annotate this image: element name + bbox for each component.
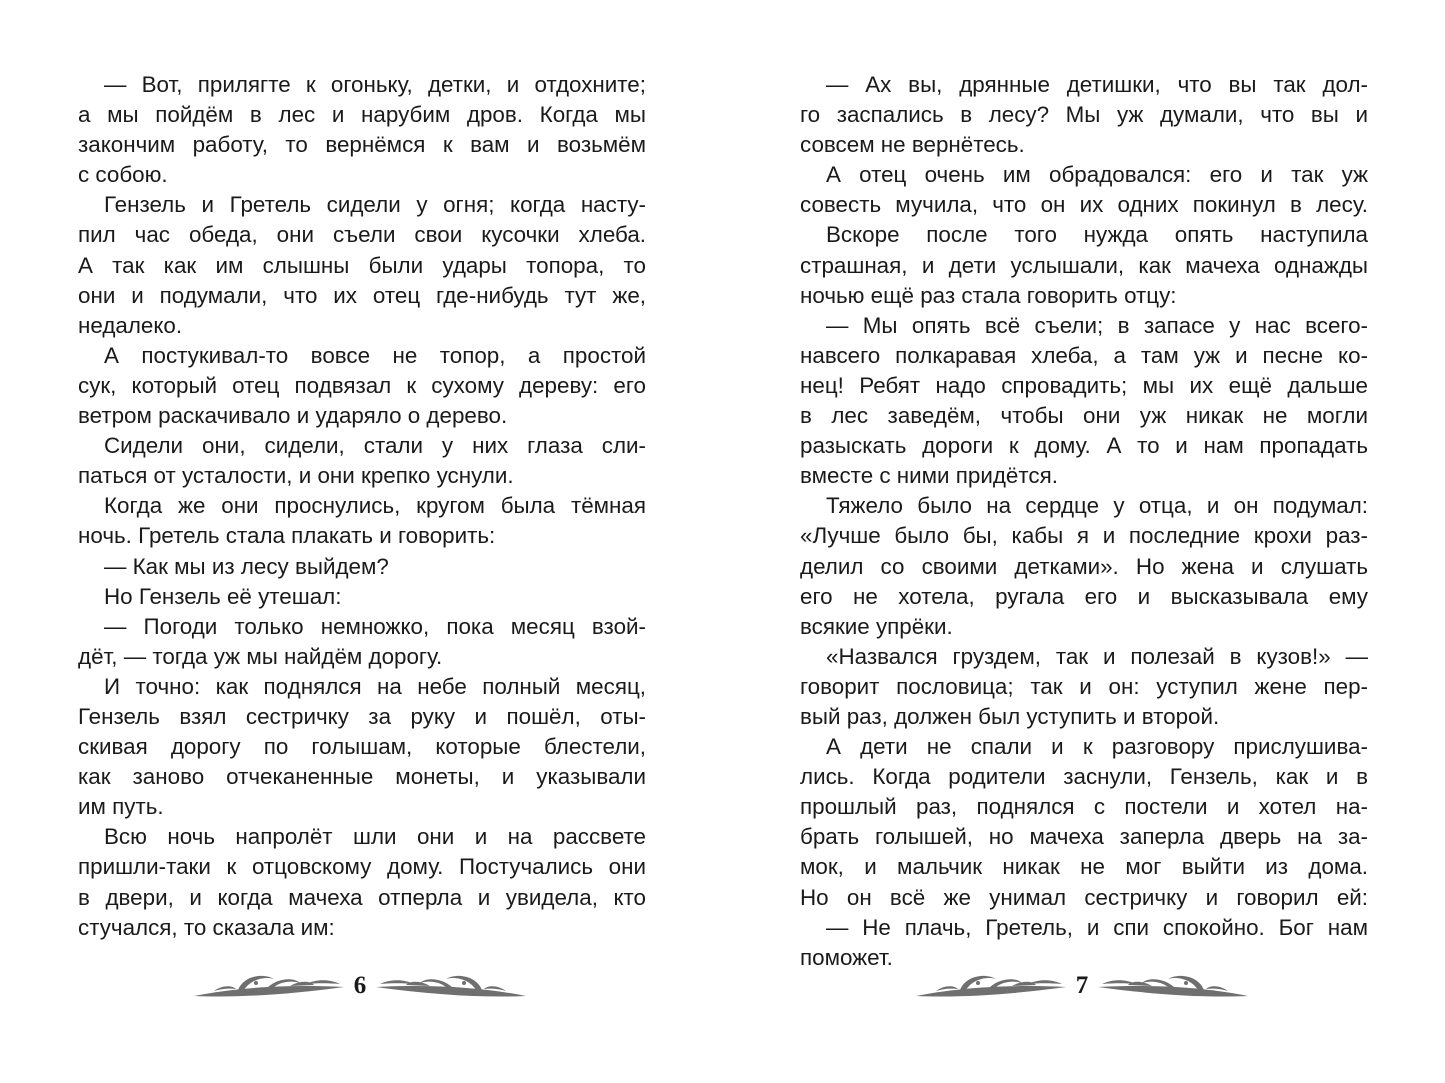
left-page [78, 70, 646, 943]
text-line: совсем не вернётесь. [800, 132, 1025, 158]
text-line: говорит пословица; так и он: уступил жене пер- [800, 673, 1368, 699]
text-line: А так как им слышны были удары топора, то [78, 252, 646, 278]
text-line: А дети не спали и к разговору прислушива- [826, 734, 1368, 760]
text-line: пил час обеда, они съели свои кусочки хлеба. [78, 222, 646, 248]
text-line: паться от усталости, и они крепко уснули. [78, 463, 514, 489]
text-line: брать голышей, но мачеха заперла дверь на за- [800, 824, 1368, 850]
text-line: Но Гензель её утешал: [104, 583, 342, 609]
text-line: Гензель взял сестричку за руку и пошёл, оты- [78, 703, 646, 729]
text-line: ночь. Гретель стала плакать и говорить: [78, 523, 496, 549]
text-line: Когда же они проснулись, кругом была тёмная [104, 493, 646, 519]
text-line: — Как мы из лесу выйдем? [104, 553, 389, 579]
text-line: недалеко. [78, 312, 183, 338]
text-line: Но он всё же унимал сестричку и говорил ей: [800, 884, 1368, 910]
text-line: И точно: как поднялся на небе полный месяц, [104, 673, 646, 699]
flourish-ornament-icon [1098, 971, 1248, 1001]
text-line: вместе с ними придётся. [800, 463, 1058, 489]
text-line: — Вот, прилягте к огоньку, детки, и отдохните; [104, 72, 646, 97]
text-line: Сидели они, сидели, стали у них глаза сли- [104, 433, 646, 459]
text-line: мок, и мальчик никак не мог выйти из дома. [800, 854, 1368, 880]
text-line: лись. Когда родители заснули, Гензель, как и в [800, 764, 1368, 790]
page-number: 7 [1075, 972, 1089, 999]
text-line: Вскоре после того нужда опять наступила [826, 222, 1368, 248]
right-page-footer [902, 966, 1262, 1006]
text-line: навсего полкаравая хлеба, а там уж и песне ко- [800, 342, 1368, 368]
text-line: Тяжело было на сердце у отца, и он подумал: [826, 493, 1368, 519]
text-line: — Погоди только немножко, пока месяц взой- [104, 613, 646, 639]
text-line: го заспались в лесу? Мы уж думали, что вы и [800, 102, 1368, 128]
text-line: в лес заведём, чтобы они уж никак не могли [800, 403, 1368, 429]
text-line: всякие упрёки. [800, 613, 953, 639]
text-line: «Назвался груздем, так и полезай в кузов!» — [826, 643, 1368, 669]
text-line: дёт, — тогда уж мы найдём дорогу. [78, 643, 443, 669]
text-line: стучался, то сказала им: [78, 914, 335, 940]
text-line: они и подумали, что их отец где-нибудь тут же, [78, 282, 646, 308]
text-line: его не хотела, ругала его и высказывала ему [800, 583, 1368, 609]
text-line: вый раз, должен был уступить и второй. [800, 703, 1220, 729]
text-line: сук, который отец подвязал к сухому дереву: его [78, 372, 646, 398]
text-line: — Мы опять всё съели; в запасе у нас всего- [826, 312, 1368, 338]
text-line: — Не плачь, Гретель, и спи спокойно. Бог нам [826, 914, 1368, 940]
page-number: 6 [353, 972, 367, 999]
flourish-ornament-icon [194, 971, 344, 1001]
flourish-ornament-icon [916, 971, 1066, 1001]
text-line: — Ах вы, дрянные детишки, что вы так дол- [826, 72, 1368, 97]
text-line: с собою. [78, 162, 168, 188]
text-line: ветром раскачивало и ударяло о дерево. [78, 403, 508, 429]
text-line: А постукивал-то вовсе не топор, а простой [104, 342, 646, 368]
text-line: в двери, и когда мачеха отперла и увидела, кто [78, 884, 646, 910]
flourish-ornament-icon [376, 971, 526, 1001]
text-line: А отец очень им обрадовался: его и так уж [826, 162, 1368, 188]
text-line: Гензель и Гретель сидели у огня; когда насту- [104, 192, 646, 218]
text-line: прошлый раз, поднялся с постели и хотел на- [800, 794, 1368, 820]
text-line: страшная, и дети услышали, как мачеха однажды [800, 252, 1368, 278]
text-line: Всю ночь напролёт шли они и на рассвете [104, 824, 646, 850]
text-line: разыскать дороги к дому. А то и нам пропадать [800, 433, 1368, 459]
text-line: совесть мучила, что он их одних покинул в лесу. [800, 192, 1368, 218]
text-line: закончим работу, то вернёмся к вам и возьмём [78, 132, 646, 158]
text-line: «Лучше было бы, кабы я и последние крохи раз- [800, 523, 1368, 549]
text-line: нец! Ребят надо спровадить; мы их ещё дальше [800, 372, 1368, 398]
text-line: скивая дорогу по голышам, которые блестели, [78, 734, 646, 760]
text-line: как заново отчеканенные монеты, и указывали [78, 764, 646, 790]
text-line: а мы пойдём в лес и нарубим дров. Когда мы [78, 102, 646, 128]
text-line: им путь. [78, 794, 164, 820]
text-line: пришли-таки к отцовскому дому. Постучались они [78, 854, 646, 880]
right-page [800, 70, 1368, 973]
left-page-footer [180, 966, 540, 1006]
text-line: поможет. [800, 944, 893, 970]
text-line: ночью ещё раз стала говорить отцу: [800, 282, 1177, 308]
text-line: делил со своими детками». Но жена и слушать [800, 553, 1368, 579]
